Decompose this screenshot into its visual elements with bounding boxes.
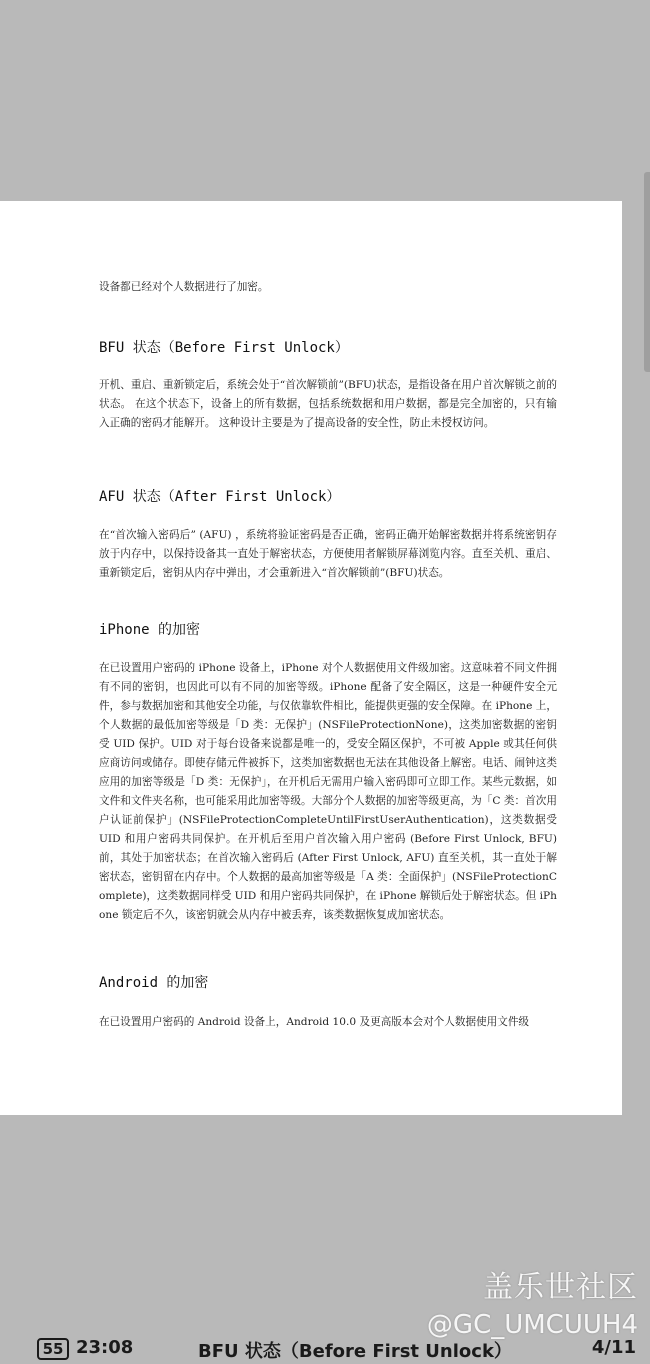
document-page [0, 201, 622, 1115]
page-indicator: 4/11 [591, 1337, 636, 1358]
heading-android: Android 的加密 [99, 975, 209, 991]
paragraph-android: 在已设置用户密码的 Android 设备上，Android 10.0 及更高版本会对个人数据使用文件级 [99, 1016, 530, 1028]
heading-iphone: iPhone 的加密 [99, 622, 201, 638]
heading-bfu: BFU 状态（Before First Unlock） [99, 340, 349, 356]
status-bar [0, 1336, 650, 1364]
status-time: 23:08 [76, 1337, 134, 1358]
paragraph-iphone: 在已设置用户密码的 iPhone 设备上，iPhone 对个人数据使用文件级加密。这意味着不同文件拥有不同的密钥，也因此可以有不同的加密等级。iPhone 配备了安全隔区，这是一种硬件安全元件，参与数据加密和其他安全功能，与仅依靠软件相比，能提供更强的安全保障。在 iPhone 上，个人数据的最低加密等级是「D 类：无保护」(NSFileProtectionNone)，这类加密数据的密钥受 UID 保护。UID 对于每台设备来说都是唯一的，受安全隔区保护，不可被 Apple 或其任何供应商访问或储存。即使存储元件被拆下，这类加密数据也无法在其他设备上解密。电话、闹钟这类应用的加密等级是「D 类：无保护」，在开机后无需用户输入密码即可立即工作。某些元数据，如文件和文件夹名称，也可能采用此加密等级。大部分个人数据的加密等级更高，为「C 类：首次用户认证前保护」(NSFileProtectionCompleteUntilFirstUserAuthentication)，这类数据受 UID 和用户密码共同保护。在开机后至用户首次输入用户密码 (Before First Unlock, BFU) 前，其处于加密状态；在首次输入密码后 (After First Unlock, AFU) 直至关机，其一直处于解密状态，密钥留在内存中。个人数据的最高加密等级是「A 类：全面保护」(NSFileProtectionComplete)，这类数据同样受 UID 和用户密码共同保护，在 iPhone 解锁后处于解密状态。但 iPhone 锁定后不久，该密钥就会从内存中被丢弃，该类数据恢复成加密状态。 [99, 662, 557, 921]
paragraph-afu: 在“首次输入密码后” (AFU) ，系统将验证密码是否正确，密码正确开始解密数据并将系统密钥存放于内存中，以保持设备其一直处于解密状态，方便使用者解锁屏幕浏览内容。直至关机、重启、重新锁定后，密钥从内存中弹出，才会重新进入“首次解锁前”(BFU)状态。 [99, 529, 557, 579]
intro-line: 设备都已经对个人数据进行了加密。 [99, 281, 269, 293]
scroll-indicator[interactable] [644, 172, 650, 372]
battery-icon: 55 [37, 1338, 69, 1360]
heading-afu: AFU 状态（After First Unlock） [99, 489, 341, 505]
current-section-title: BFU 状态（Before First Unlock） [198, 1341, 512, 1362]
watermark-brand: 盖乐世社区 [483, 1270, 638, 1305]
paragraph-bfu: 开机、重启、重新锁定后，系统会处于“首次解锁前”(BFU)状态，是指设备在用户首次解锁之前的状态。 在这个状态下，设备上的所有数据，包括系统数据和用户数据，都是完全加密的，只有输入正确的密码才能解开。 这种设计主要是为了提高设备的安全性，防止未授权访问。 [99, 379, 557, 429]
watermark-user: @GC_UMCUUH4 [426, 1310, 638, 1340]
